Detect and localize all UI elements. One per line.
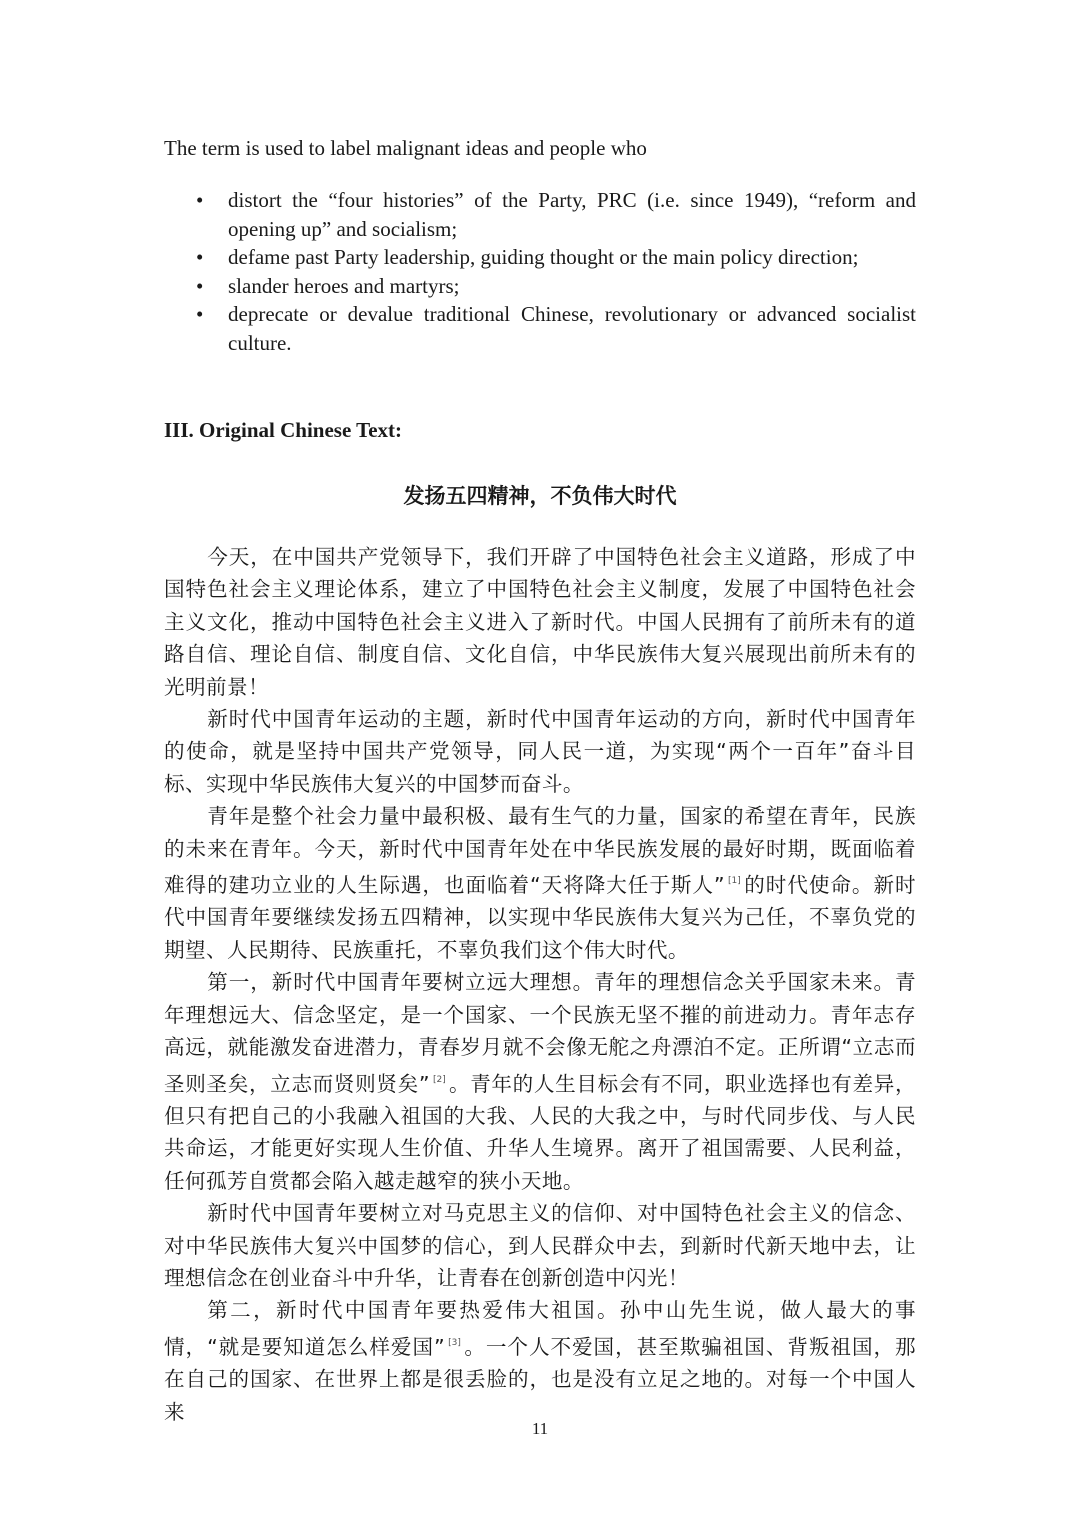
bullet-icon: • [196, 273, 204, 298]
list-item-text: distort the “four histories” of the Party, PRC (i.e. since 1949), “reform and opening up” and socialism; [228, 188, 916, 241]
paragraph-text: 。青年的人生目标会有不同，职业选择也有差异，但只有把自己的小我融入祖国的大我、人民的大我之中，与时代同步伐、与人民共命运，才能更好实现人生价值、升华人生境界。离开了祖国需要、人民利益，任何孤芳自赏都会陷入越走越窄的狭小天地。 [164, 1071, 916, 1193]
footnote-marker: [2] [432, 1074, 446, 1085]
section-heading: III. Original Chinese Text: [164, 418, 403, 442]
list-item-text: slander heroes and martyrs; [228, 273, 460, 298]
paragraph-text: 第一，新时代中国青年要树立远大理想。青年的理想信念关乎国家未来。青年理想远大、信念坚定，是一个国家、一个民族无坚不摧的前进动力。青年志存高远，就能激发奋进潜力，青春岁月就不会像无舵之舟漂泊不定。正所谓“立志而圣则圣矣，立志而贤则贤矣” [164, 970, 916, 1096]
paragraph-text: 。一个人不爱国，甚至欺骗祖国、背叛祖国，那在自己的国家、在世界上都是很丢脸的，也是没有立足之地的。对每一个中国人来 [164, 1334, 917, 1424]
paragraph-text: 第二，新时代中国青年要热爱伟大祖国。孙中山先生说，做人最大的事情，“就是要知道怎么样爱国” [164, 1298, 916, 1359]
chinese-body [164, 541, 916, 1428]
paragraph [164, 1294, 916, 1428]
list-item-text: defame past Party leadership, guiding thought or the main policy direction; [228, 245, 859, 269]
footnote-marker: [3] [448, 1337, 461, 1348]
bullet-list [164, 186, 916, 357]
chinese-title: 发扬五四精神，不负伟大时代 [403, 484, 677, 508]
paragraph [164, 800, 916, 966]
list-item-text: deprecate or devalue traditional Chinese, revolutionary or advanced socialist culture. [228, 302, 916, 355]
paragraph-text: 青年是整个社会力量中最积极、最有生气的力量，国家的希望在青年，民族的未来在青年。今天，新时代中国青年处在中华民族发展的最好时期，既面临着难得的建功立业的人生际遇，也面临着“天将降大任于斯人” [164, 804, 916, 898]
paragraph: 新时代中国青年要树立对马克思主义的信仰、对中国特色社会主义的信念、对中华民族伟大复兴中国梦的信心，到人民群众中去，到新时代新天地中去，让理想信念在创业奋斗中升华，让青春在创新创造中闪光！ [164, 1201, 916, 1290]
paragraph-text: 的时代使命。新时代中国青年要继续发扬五四精神，以实现中华民族伟大复兴为己任，不辜负党的期望、人民期待、民族重托，不辜负我们这个伟大时代。 [164, 873, 916, 962]
footnote-marker: [1] [727, 876, 741, 887]
list-item [164, 186, 916, 243]
bullet-icon: • [196, 245, 204, 269]
intro-sentence: The term is used to label malignant ideas and people who [164, 136, 647, 160]
list-item [164, 272, 916, 301]
bullet-icon: • [196, 188, 204, 212]
list-item [164, 300, 916, 357]
paragraph: 今天，在中国共产党领导下，我们开辟了中国特色社会主义道路，形成了中国特色社会主义理论体系，建立了中国特色社会主义制度，发展了中国特色社会主义文化，推动中国特色社会主义进入了新时代。中国人民拥有了前所未有的道路自信、理论自信、制度自信、文化自信，中华民族伟大复兴展现出前所未有的光明前景！ [164, 545, 916, 699]
bullet-icon: • [196, 302, 204, 326]
paragraph [164, 966, 916, 1197]
list-item [164, 243, 916, 272]
paragraph: 新时代中国青年运动的主题，新时代中国青年运动的方向，新时代中国青年的使命，就是坚持中国共产党领导，同人民一道，为实现“两个一百年”奋斗目标、实现中华民族伟大复兴的中国梦而奋斗。 [164, 707, 916, 796]
document-page [164, 0, 916, 1527]
page-number: 11 [531, 1419, 549, 1438]
